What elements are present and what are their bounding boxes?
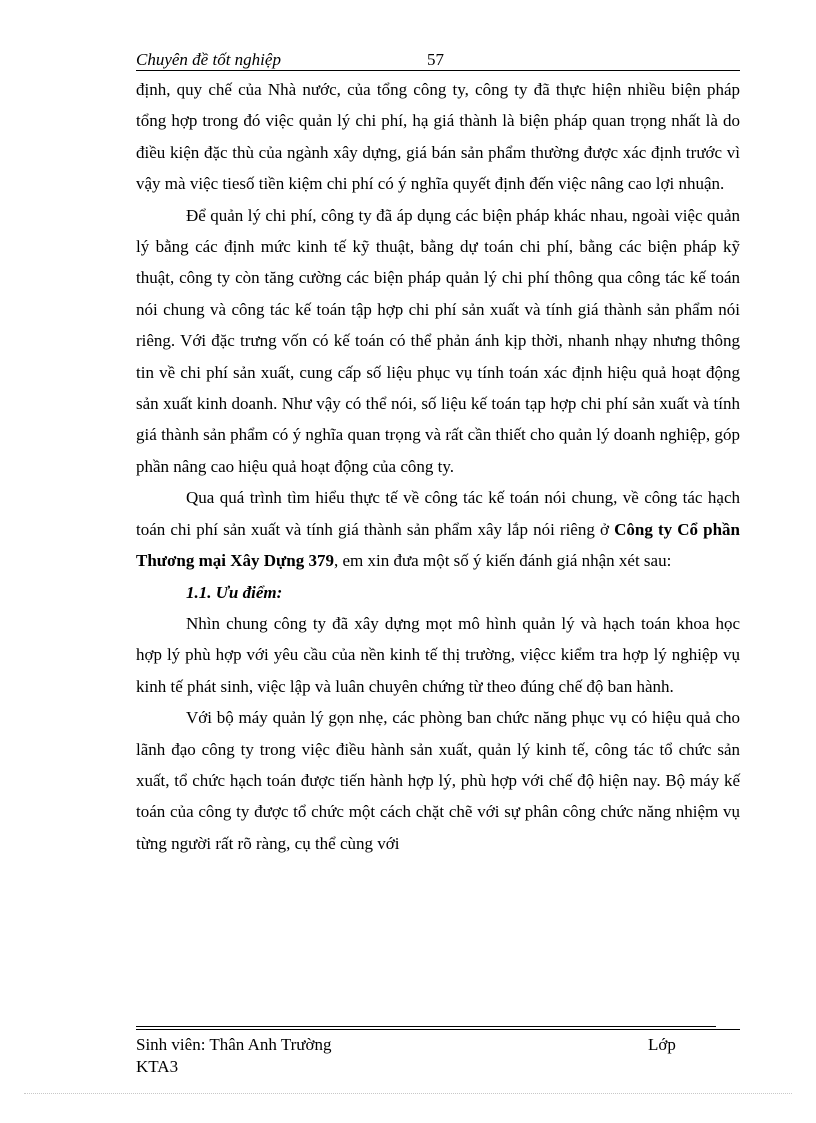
page-number: 57 <box>427 50 444 69</box>
footer-class-value: KTA3 <box>136 1057 179 1076</box>
paragraph-1: định, quy chế của Nhà nước, của tổng công ty, công ty đã thực hiện nhiều biện pháp tổng hợp trong đó việc quản lý chi phí, hạ giá thành là biện pháp quan trọng nhất là do điều kiện đặc thù của ngành xây dựng, giá bán sản phẩm thường được xác định trước vì vậy mà việc tiesố tiền kiệm chi phí có ý nghĩa quyết định đến việc nâng cao lợi nhuận. <box>136 80 740 194</box>
section-heading: 1.1. Ưu điểm: <box>186 582 283 602</box>
paragraph-3 <box>136 482 740 576</box>
company-name: Công ty Cổ phần Thương mại Xây Dựng 379 <box>136 519 740 571</box>
footer-rule-thin <box>136 1026 716 1027</box>
footer-class-label: Lớp <box>648 1035 676 1054</box>
paragraph-4: Nhìn chung công ty đã xây dựng mọt mô hình quản lý và hạch toán khoa học hợp lý phù hợp với yêu cầu của nền kinh tế thị trường, việcc kiểm tra hợp lý nghiệp vụ kinh tế phát sinh, việc lập và luân chuyên chứng từ theo đúng chế độ ban hành. <box>136 613 740 696</box>
footer-rule-thick <box>136 1029 740 1030</box>
page-bottom-dotted-line <box>24 1093 792 1094</box>
paragraph-3-text-start: Qua quá trình tìm hiểu thực tế về công tác kế toán nói chung, về công tác hạch toán chi phí sản xuất và tính giá thành sản phẩm xây lắp nói riêng ở <box>136 488 740 539</box>
paragraph-5: Với bộ máy quản lý gọn nhẹ, các phòng ban chức năng phục vụ có hiệu quả cho lãnh đạo công ty trong việc điều hành sản xuất, quản lý kinh tế, công tác tổ chức sản xuất, tổ chức hạch toán được tiến hành hợp lý, phù hợp với chế độ hiện nay. Bộ máy kế toán của công ty được tổ chức một cách chặt chẽ với sự phân công chức năng nhiệm vụ từng người rất rõ ràng, cụ thể cùng với <box>136 708 740 853</box>
paragraph-2: Để quản lý chi phí, công ty đã áp dụng các biện pháp khác nhau, ngoài việc quản lý bằng các định mức kinh tế kỹ thuật, bằng dự toán chi phí, bằng các biện pháp kỹ thuật, công ty còn tăng cường các biện pháp quản lý chi phí thông qua công tác kế toán nói chung và công tác kế toán tập hợp chi phí sản xuất và tính giá thành sản phẩm nói riêng. Với đặc trưng vốn có kế toán có thể phản ánh kịp thời, nhanh nhạy nhưng thông tin về chi phí sản xuất, cung cấp số liệu phục vụ tính toán xác định hiệu quả hoạt động sản xuất kinh doanh. Như vậy có thể nói, số liệu kế toán tạp hợp chi phí sản xuất và tính giá thành sản phẩm có ý nghĩa quan trọng và rất cần thiết cho quản lý doanh nghiệp, góp phần nâng cao hiệu quả hoạt động của công ty. <box>136 205 740 476</box>
page-header <box>136 50 740 71</box>
header-title: Chuyên đề tốt nghiệp <box>136 50 281 69</box>
document-body <box>136 74 740 859</box>
footer-student: Sinh viên: Thân Anh Trường <box>136 1035 332 1054</box>
paragraph-3-text-end: , em xin đưa một số ý kiến đánh giá nhận xét sau: <box>333 551 672 571</box>
